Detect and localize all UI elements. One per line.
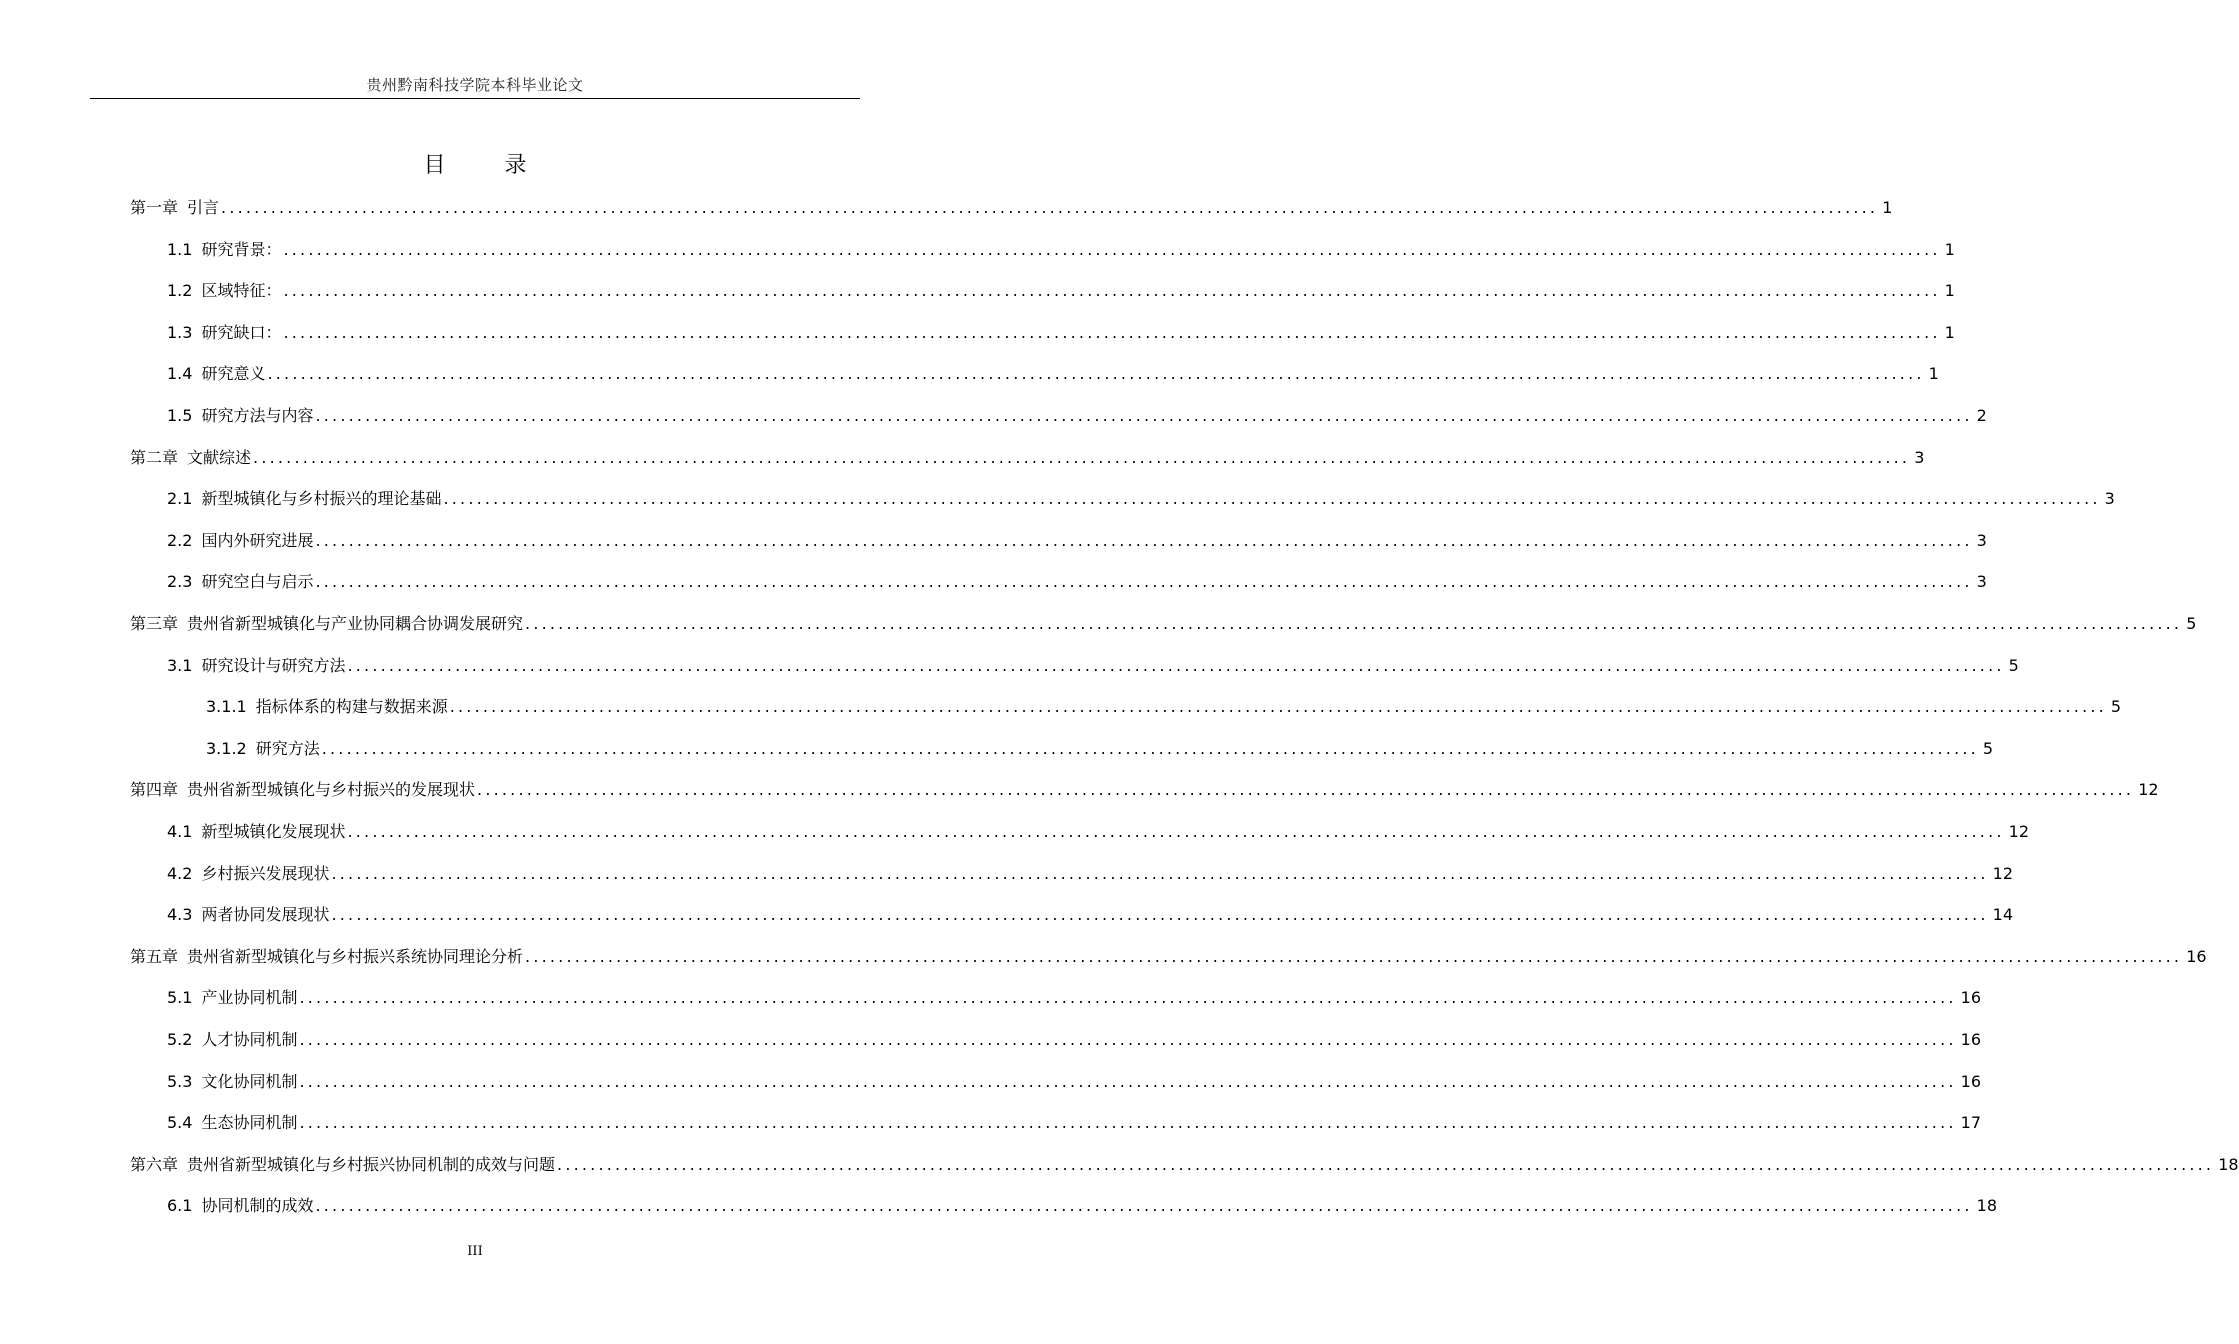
toc-entry-title: 产业协同机制	[201, 988, 298, 1008]
toc-title: 目 录	[423, 153, 553, 178]
toc-entry-page: 5	[2008, 655, 2019, 675]
toc-entry-page: 16	[2186, 946, 2207, 966]
toc-entry-page: 16	[1960, 1030, 1982, 1049]
toc-entry-number: 1.1	[167, 239, 193, 259]
toc-entry-number: 第一章	[130, 198, 179, 217]
toc-entry-number: 2.1	[167, 489, 193, 509]
toc-entry-title: 国内外研究进展	[201, 530, 314, 550]
toc-entry[interactable]	[167, 362, 1939, 386]
toc-entry-title: 两者协同发展现状	[201, 905, 330, 925]
toc-entry[interactable]	[167, 321, 1955, 345]
dot-leader: ........................................................................................................................................................................................................	[253, 447, 1911, 467]
toc-entry-number: 3.1.1	[206, 697, 247, 717]
toc-entry-title: 研究背景：	[201, 239, 282, 259]
toc-entry[interactable]	[167, 1111, 1982, 1135]
toc-entry-number: 2.2	[167, 530, 193, 550]
toc-entry-number: 1.5	[167, 406, 193, 425]
toc-entry-number: 5.3	[167, 1071, 193, 1091]
dot-leader: ........................................................................................................................................................................................................	[477, 780, 2135, 800]
toc-entry-title: 研究意义	[201, 364, 266, 384]
toc-entry[interactable]	[167, 1194, 1998, 1218]
toc-entry-page: 14	[1992, 905, 2014, 925]
toc-entry-number: 第四章	[130, 780, 179, 800]
dot-leader: ........................................................................................................................................................................................................	[525, 614, 2183, 633]
toc-entry-page: 12	[1992, 863, 2014, 883]
dot-leader: ........................................................................................................................................................................................................	[315, 406, 1973, 425]
toc-entry[interactable]	[167, 820, 2030, 844]
toc-entry[interactable]	[167, 279, 1955, 303]
toc-entry-page: 12	[2008, 822, 2030, 841]
header-rule	[90, 98, 860, 99]
dot-leader: ........................................................................................................................................................................................................	[299, 1113, 1957, 1133]
toc-entry[interactable]	[206, 695, 2122, 719]
toc-entry[interactable]	[167, 1070, 1982, 1094]
toc-entry-title: 贵州省新型城镇化与乡村振兴协同机制的成效与问题	[187, 1154, 556, 1174]
toc-entry-title: 生态协同机制	[201, 1113, 298, 1133]
toc-entry[interactable]	[167, 570, 1987, 594]
dot-leader: ........................................................................................................................................................................................................	[299, 1071, 1957, 1091]
toc-entry-title: 新型城镇化发展现状	[201, 822, 346, 841]
toc-entry-title: 文化协同机制	[201, 1071, 298, 1091]
toc-entry-page: 3	[1976, 530, 1987, 550]
dot-leader: ........................................................................................................................................................................................................	[449, 697, 2107, 717]
toc-entry-page: 3	[2104, 489, 2115, 509]
toc-entry-number: 第五章	[130, 946, 179, 966]
dot-leader: ........................................................................................................................................................................................................	[331, 863, 1989, 883]
toc-entry-number: 第三章	[130, 614, 179, 633]
toc-entry-number: 1.4	[167, 364, 193, 384]
dot-leader: ........................................................................................................................................................................................................	[283, 281, 1941, 301]
toc-entry[interactable]	[206, 737, 1994, 761]
toc-entry[interactable]	[167, 404, 1987, 428]
toc-entry-title: 协同机制的成效	[201, 1196, 314, 1216]
toc-entry[interactable]	[167, 487, 2115, 511]
toc-entry-title: 研究空白与启示	[201, 572, 314, 592]
dot-leader: ........................................................................................................................................................................................................	[525, 946, 2183, 966]
dot-leader: ........................................................................................................................................................................................................	[315, 530, 1973, 550]
dot-leader: ........................................................................................................................................................................................................	[331, 905, 1989, 925]
toc-entry-number: 4.2	[167, 863, 193, 883]
toc-entry-number: 5.1	[167, 988, 193, 1008]
toc-entry-page: 3	[1976, 572, 1987, 592]
toc-entry-number: 5.2	[167, 1030, 193, 1049]
toc-entry-page: 5	[2110, 697, 2122, 717]
toc-entry[interactable]	[130, 446, 1925, 470]
dot-leader: ........................................................................................................................................................................................................	[299, 988, 1957, 1008]
dot-leader: ........................................................................................................................................................................................................	[347, 822, 2005, 841]
toc-entry[interactable]	[167, 986, 1982, 1010]
toc-entry-number: 3.1	[167, 655, 193, 675]
toc-entry-page: 5	[1982, 738, 1994, 758]
toc-entry[interactable]	[167, 862, 2014, 886]
toc-entry-page: 5	[2186, 614, 2197, 633]
dot-leader: ........................................................................................................................................................................................................	[321, 738, 1979, 758]
toc-entry[interactable]	[130, 612, 2197, 636]
dot-leader: ........................................................................................................................................................................................................	[347, 655, 2005, 675]
toc-entry-page: 2	[1976, 406, 1987, 425]
toc-entry-title: 贵州省新型城镇化与乡村振兴的发展现状	[187, 780, 476, 800]
toc-entry-title: 区域特征：	[201, 281, 282, 301]
toc-entry[interactable]	[167, 238, 1955, 262]
toc-entry-title: 新型城镇化与乡村振兴的理论基础	[201, 489, 442, 509]
toc-entry-title: 文献综述	[187, 447, 252, 467]
toc-entry-number: 第六章	[130, 1154, 179, 1174]
toc-entry[interactable]	[167, 903, 2014, 927]
toc-entry[interactable]	[130, 1153, 2239, 1177]
toc-entry[interactable]	[130, 945, 2207, 969]
dot-leader: ........................................................................................................................................................................................................	[315, 572, 1973, 592]
toc-entry-page: 18	[2218, 1154, 2239, 1174]
dot-leader: ........................................................................................................................................................................................................	[315, 1196, 1973, 1216]
toc-entry[interactable]	[167, 654, 2019, 678]
running-header: 贵州黔南科技学院本科毕业论文	[366, 76, 584, 94]
toc-entry-page: 12	[2138, 780, 2159, 800]
toc-entry[interactable]	[167, 529, 1987, 553]
toc-entry-page: 1	[1882, 198, 1893, 217]
toc-entry-title: 研究方法	[255, 738, 320, 758]
toc-entry-page: 1	[1928, 364, 1939, 384]
toc-entry[interactable]	[167, 1028, 1982, 1052]
toc-entry[interactable]	[130, 778, 2159, 802]
toc-entry-title: 研究缺口：	[201, 322, 282, 342]
toc-entry-number: 第二章	[130, 447, 179, 467]
toc-entry-title: 指标体系的构建与数据来源	[255, 697, 448, 717]
toc-entry-title: 贵州省新型城镇化与产业协同耦合协调发展研究	[187, 614, 524, 633]
toc-entry-number: 1.3	[167, 322, 193, 342]
toc-entry-number: 4.1	[167, 822, 193, 841]
toc-entry-number: 4.3	[167, 905, 193, 925]
toc-entry-page: 17	[1960, 1113, 1982, 1133]
toc-entry-page: 18	[1976, 1196, 1998, 1216]
dot-leader: ........................................................................................................................................................................................................	[267, 364, 1925, 384]
dot-leader: ........................................................................................................................................................................................................	[221, 198, 1879, 217]
toc-entry-page: 3	[1914, 447, 1925, 467]
toc-entry-title: 引言	[187, 198, 220, 217]
dot-leader: ........................................................................................................................................................................................................	[283, 322, 1941, 342]
toc-entry[interactable]	[130, 196, 1893, 220]
toc-entry-page: 1	[1944, 239, 1955, 259]
dot-leader: ........................................................................................................................................................................................................	[299, 1030, 1957, 1049]
page-number: III	[467, 1244, 483, 1259]
toc-entry-number: 6.1	[167, 1196, 193, 1216]
toc-entry-title: 贵州省新型城镇化与乡村振兴系统协同理论分析	[187, 946, 524, 966]
toc-entry-title: 乡村振兴发展现状	[201, 863, 330, 883]
toc-entry-number: 1.2	[167, 281, 193, 301]
dot-leader: ........................................................................................................................................................................................................	[443, 489, 2101, 509]
dot-leader: ........................................................................................................................................................................................................	[283, 239, 1941, 259]
dot-leader: ........................................................................................................................................................................................................	[557, 1154, 2215, 1174]
toc-entry-number: 2.3	[167, 572, 193, 592]
toc-entry-page: 1	[1944, 281, 1955, 301]
toc-entry-number: 3.1.2	[206, 738, 247, 758]
toc-entry-number: 5.4	[167, 1113, 193, 1133]
toc-entry-title: 研究设计与研究方法	[201, 655, 346, 675]
toc-entry-title: 人才协同机制	[201, 1030, 298, 1049]
toc-entry-page: 16	[1960, 988, 1982, 1008]
toc-entry-title: 研究方法与内容	[201, 406, 314, 425]
toc-entry-page: 1	[1944, 322, 1955, 342]
toc-entry-page: 16	[1960, 1071, 1982, 1091]
